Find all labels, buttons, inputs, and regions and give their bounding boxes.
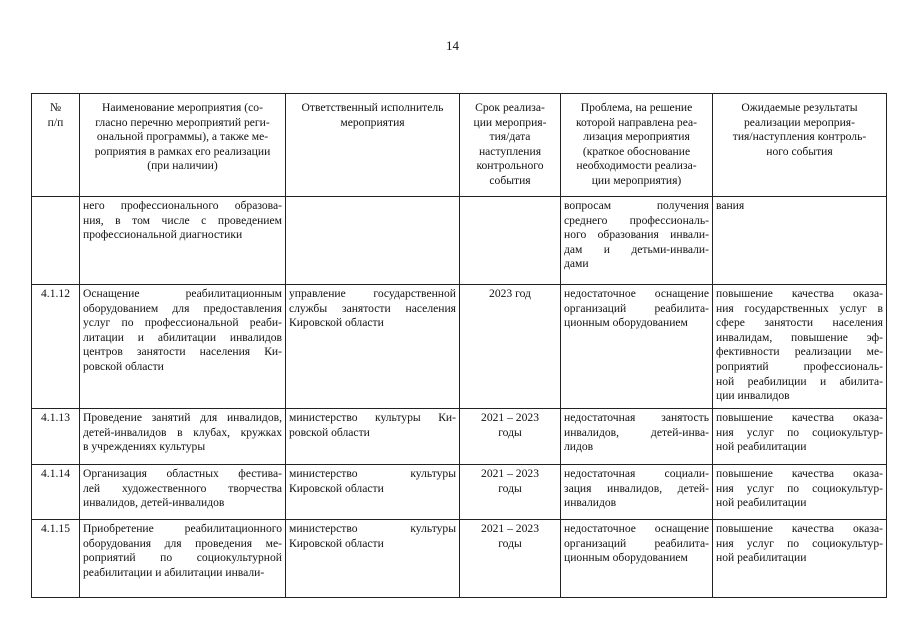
cell-expected-results: повышение качества оказа- ния услуг по социокультур- ной реабилитации [713, 409, 887, 465]
cell-term: 2021 – 2023 годы [460, 409, 561, 465]
cell-executor [286, 197, 460, 285]
page-number: 14 [446, 38, 459, 53]
cell-expected-results: повышение качества оказа- ния государственных услуг в сфере занятости населения инвалидам, повышение эф- фективности реализации ме- роприятий профессиональ- ной реабилиции и абилита- ции инвалидов [713, 285, 887, 409]
cell-executor: управление государственной службы занятости населения Кировской области [286, 285, 460, 409]
cell-activity-name: Приобретение реабилитационного оборудования для проведения ме- роприятий по социокультурной реабилитации и абилитации инвали- [80, 520, 286, 598]
header-activity-name: Наименование мероприятия (со- гласно перечню мероприятий реги- ональной программы), а также ме- роприятия в рамках его реализации (при наличии) [80, 94, 286, 197]
cell-activity-name: Оснащение реабилитационным оборудованием для предоставления услуг по профессиональной реаби- литации и абилитации инвалидов центров занятости населения Ки- ровской области [80, 285, 286, 409]
header-problem: Проблема, на решение которой направлена реа- лизация мероприятия (краткое обоснование необходимости реализа- ции мероприятия) [561, 94, 713, 197]
cell-number: 4.1.15 [32, 520, 80, 598]
cell-term: 2021 – 2023 годы [460, 520, 561, 598]
cell-problem: недостаточное оснащение организаций реабилита- ционным оборудованием [561, 520, 713, 598]
cell-term: 2021 – 2023 годы [460, 465, 561, 520]
header-number: № п/п [32, 94, 80, 197]
cell-activity-name: Проведение занятий для инвалидов, детей-инвалидов в клубах, кружках в учреждениях культуры [80, 409, 286, 465]
cell-number: 4.1.13 [32, 409, 80, 465]
cell-problem: недостаточное оснащение организаций реабилита- ционным оборудованием [561, 285, 713, 409]
cell-executor: министерство культуры Кировской области [286, 520, 460, 598]
cell-number: 4.1.12 [32, 285, 80, 409]
header-expected-results: Ожидаемые результаты реализации мероприя- тия/наступления контроль- ного события [713, 94, 887, 197]
cell-term [460, 197, 561, 285]
cell-expected-results: повышение качества оказа- ния услуг по социокультур- ной реабилитации [713, 520, 887, 598]
cell-activity-name: Организация областных фестива- лей художественного творчества инвалидов, детей-инвалидов [80, 465, 286, 520]
table-row [32, 409, 887, 465]
cell-executor: министерство культуры Ки- ровской области [286, 409, 460, 465]
cell-expected-results: повышение качества оказа- ния услуг по социокультур- ной реабилитации [713, 465, 887, 520]
cell-problem: недостаточная занятость инвалидов, детей-инва- лидов [561, 409, 713, 465]
cell-number [32, 197, 80, 285]
cell-number: 4.1.14 [32, 465, 80, 520]
cell-term: 2023 год [460, 285, 561, 409]
table-row-continuation [32, 197, 887, 285]
table-row [32, 520, 887, 598]
table-row [32, 285, 887, 409]
cell-executor: министерство культуры Кировской области [286, 465, 460, 520]
header-term: Срок реализа- ции мероприя- тия/дата наступления контрольного события [460, 94, 561, 197]
activities-table [31, 93, 887, 598]
cell-expected-results: вания [713, 197, 887, 285]
cell-problem: вопросам получения среднего профессиональ- ного образования инвали- дам и детьми-инвали- дами [561, 197, 713, 285]
cell-activity-name: него профессионального образова- ния, в том числе с проведением профессиональной диагностики [80, 197, 286, 285]
cell-problem: недостаточная социали- зация инвалидов, детей- инвалидов [561, 465, 713, 520]
table-header-row [32, 94, 887, 197]
header-executor: Ответственный исполнитель мероприятия [286, 94, 460, 197]
table-row [32, 465, 887, 520]
